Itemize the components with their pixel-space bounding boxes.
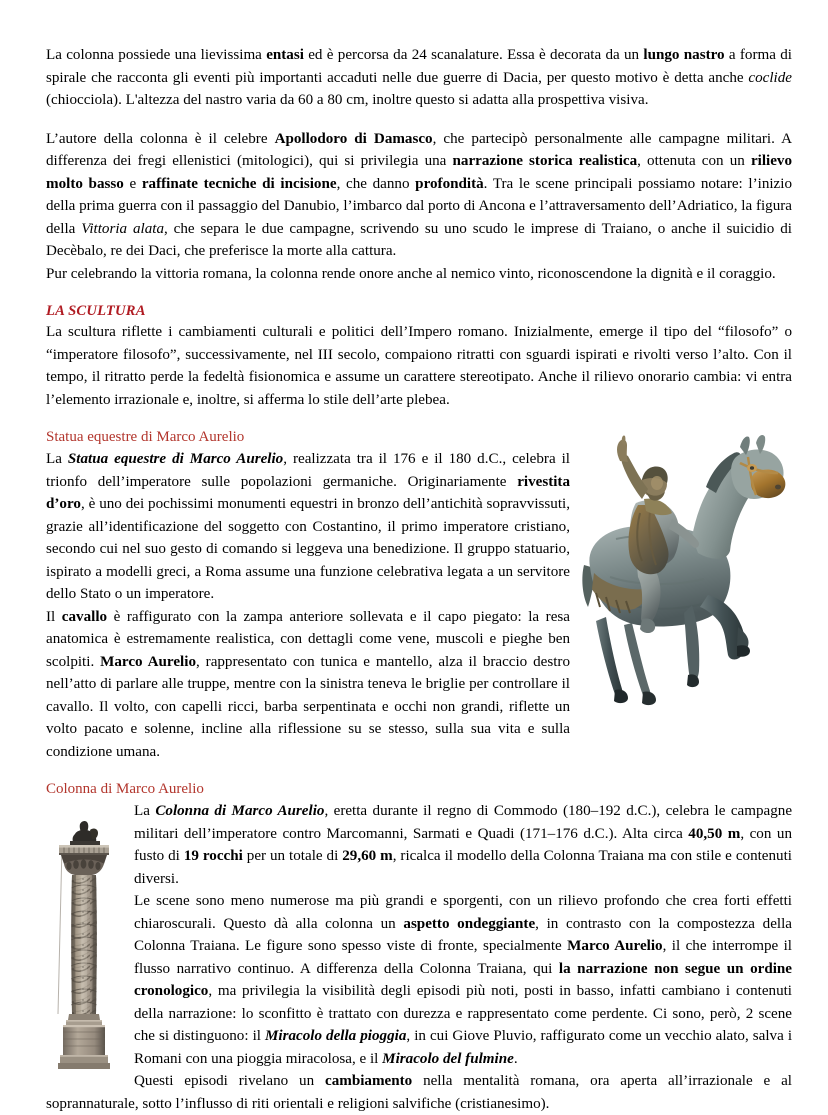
paragraph-statua-equestre-1: La Statua equestre di Marco Aurelio, realizzata tra il 176 e il 180 d.C., celebra il trionfo dell’imperatore sulle popolazioni germaniche. Originariamente rivestita d’oro, è uno dei pochissimi monumenti equestri in bronzo dell’antichità sopravvissuti, grazie all’identificazione del soggetto con Costantino, il primo imperatore cristiano, secondo cui nel suo gesto di comando si leggeva una benedizione. Il gruppo statuario, ispirato a modelli greci, a Roma assume una funzione celebrativa legata a un servitore dello Stato o un imperatore. [46,451,570,602]
equestrian-statue-image [580,427,792,715]
subsection-title-statua-equestre: Statua equestre di Marco Aurelio [46,429,245,445]
figure-equestrian-statue-marcus-aurelius [580,427,792,715]
paragraph-spacer [46,411,792,427]
paragraph-colonna-traiana-entasi: La colonna possiede una lievissima entasi ed è percorsa da 24 scanalature. Essa è decorata da un lungo nastro a forma di spirale che racconta gli eventi più importanti accaduti nelle due guerre di Dacia, per questo motivo è detta anche coclide (chiocciola). L'altezza del nastro varia da 60 a 80 cm, inoltre questo si adatta alla prospettiva visiva. [46,47,792,108]
section-title-la-scultura: LA SCULTURA [46,303,146,319]
paragraph-colonna-3: Questi episodi rivelano un cambiamento nella mentalità romana, ora aperta all’irrazionale e al soprannaturale, sotto l’influsso di riti orientali e religioni salvifiche (cristianesimo). [46,1073,792,1112]
paragraph-spacer [46,112,792,128]
column-image [46,818,120,1080]
paragraph-statua-equestre-2: Il cavallo è raffigurato con la zampa anteriore sollevata e il capo piegato: la resa anatomica è estremamente realistica, con dettagli come vene, muscoli e pieghe ben scolpiti. Marco Aurelio, rappresentato con tunica e mantello, alza il braccio destro nell’atto di parlare alle truppe, mentre con la sinistra teneva le briglie per controllare il cavallo. Il volto, con capelli ricci, barba serpentinata e occhi non grandi, riflette un volto pacato e solenne, incline alla riflessione su se stesso, sulla sua vita e sulla condizione umana. [46,608,571,760]
paragraph-apollodoro: L’autore della colonna è il celebre Apollodoro di Damasco, che partecipò personalmente alle campagne militari. A differenza dei fregi ellenistici (mitologici), qui si privilegia una narrazione storica realistica, ottenuta con un rilievo molto basso e raffinate tecniche di incisione, che danno profondità. Tra le scene principali possiamo notare: l’inizio della prima guerra con il passaggio del Danubio, l’imbarco dal porto di Ancona e l’attraversamento dell’Adriatico, la figura della Vittoria alata, che separa le due campagne, scrivendo su uno scudo le imprese di Traiano, o anche il suicidio di Decèbalo, re dei Daci, che preferisce la morte alla cattura. [46,130,793,259]
paragraph-colonna-2: Le scene sono meno numerose ma più grandi e sporgenti, con un rilievo profondo che crea forti effetti chiaroscurali. Questo dà alla colonna un aspetto ondeggiante, in contrasto con la compostezza della Colonna Traiana. Le figure sono spesso viste di fronte, specialmente Marco Aurelio, il che interrompe il flusso narrativo continuo. A differenza della Colonna Traiana, qui la narrazione non segue un ordine cronologico, ma privilegia la visibilità degli episodi più noti, posti in basso, infatti cambiano i contenuti della narrazione: lo sconfitto è trattato con durezza e rappresentato come perdente. Ci sono, però, 2 scene che si distinguono: il Miracolo della pioggia, in cui Giove Pluvio, raffigurato come un vecchio alato, salva i Romani con una pioggia miracolosa, e il Miracolo del fulmine. [134,893,793,1067]
paragraph-spacer [46,285,792,301]
figure-column-of-marcus-aurelius [46,818,120,1080]
paragraph-colonna-1: La Colonna di Marco Aurelio, eretta durante il regno di Commodo (180–192 d.C.), celebra le campagne militari dell’imperatore contro Marcomanni, Sarmati e Quadi (171–176 d.C.). Alta circa 40,50 m, con un fusto di 19 rocchi per un totale di 29,60 m, ricalca il modello della Colonna Traiana ma con stile e contenuti diversi. [134,803,793,887]
paragraph-vittoria-romana: Pur celebrando la vittoria romana, la colonna rende onore anche al nemico vinto, riconoscendone la dignità e il coraggio. [46,265,776,282]
paragraph-spacer [46,763,792,779]
paragraph-la-scultura: La scultura riflette i cambiamenti culturali e politici dell’Impero romano. Inizialmente, emerge il tipo del “filosofo” o “imperatore filosofo”, successivamente, nel III secolo, compaiono ritratti con sguardi ispirati e rivolti verso l’alto. Con il tempo, il ritratto perde la fedeltà fisionomica e assume un carattere stereotipato. Anche il rilievo onorario cambia: vi entra l’elemento irrazionale e, inoltre, si afferma lo stile dell’arte plebea. [46,324,792,408]
subsection-title-colonna: Colonna di Marco Aurelio [46,781,204,797]
